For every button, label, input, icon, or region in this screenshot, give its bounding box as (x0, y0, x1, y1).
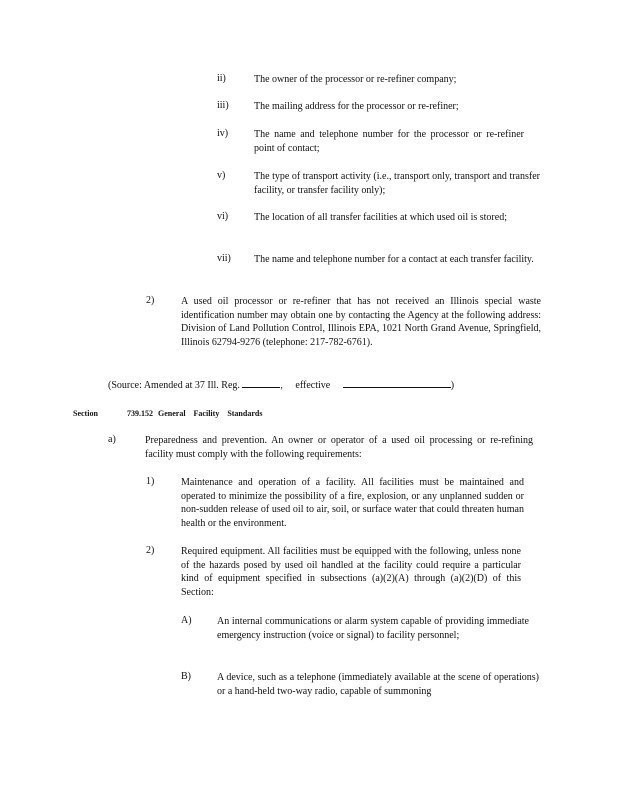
source-prefix: (Source: Amended at 37 Ill. Reg. (108, 380, 240, 391)
item-text: A used oil processor or re-refiner that has not received an Illinois special waste identification number may obtain one by contacting the Agency at the following address: Division of Land Pollution Control, Illinois EPA, 1021 North Grand Avenue, Springfield, Illinois 62794-9276 (telephone: 217-782-6761). (181, 296, 541, 348)
source-effective: effective (295, 380, 331, 391)
item-text: The owner of the processor or re-refiner company; (254, 74, 457, 85)
item-text: An internal communications or alarm system capable of providing immediate emergency instruction (voice or signal) to facility personnel; (217, 616, 529, 641)
item-marker: vii) (217, 253, 231, 264)
item-text: The mailing address for the processor or re-refiner; (254, 101, 459, 112)
item-marker: 2) (146, 295, 155, 306)
item-marker: a) (108, 434, 116, 445)
item-text: The type of transport activity (i.e., transport only, transport and transfer facility, or transfer facility only); (254, 171, 540, 196)
effective-date-blank (343, 378, 451, 388)
source-comma: , (280, 380, 283, 391)
item-text: Preparedness and prevention. An owner or operator of a used oil processing or re-refining facility must comply with the following requirements: (145, 435, 533, 460)
section-title: General Facility Standards (158, 409, 263, 418)
item-text: The name and telephone number for a contact at each transfer facility. (254, 254, 534, 265)
item-marker: v) (217, 170, 226, 181)
item-marker: vi) (217, 211, 229, 222)
item-text: Required equipment. All facilities must be equipped with the following, unless none of the hazards posed by used oil handled at the facility could require a particular kind of equipment specified in subsections (a)(2)(A) through (a)(2)(D) of this Section: (181, 546, 521, 598)
item-marker: 1) (146, 476, 155, 487)
section-label: Section (73, 409, 98, 418)
item-text: Maintenance and operation of a facility. All facilities must be maintained and operated to minimize the possibility of a fire, explosion, or any unplanned sudden or non-sudden release of used oil to air, soil, or surface water that could threaten human health or the environment. (181, 477, 524, 529)
source-note (108, 378, 454, 393)
register-page-blank (242, 378, 280, 388)
section-number: 739.152 (127, 409, 153, 418)
item-marker: iv) (217, 128, 229, 139)
source-close: ) (450, 380, 455, 391)
item-marker: ii) (217, 73, 226, 84)
item-marker: B) (181, 671, 191, 682)
item-marker: iii) (217, 100, 229, 111)
item-marker: A) (181, 615, 192, 626)
item-text: A device, such as a telephone (immediately available at the scene of operations) or a hand-held two-way radio, capable of summoning (217, 672, 539, 697)
item-text: The name and telephone number for the processor or re-refiner point of contact; (254, 129, 524, 154)
item-text: The location of all transfer facilities at which used oil is stored; (254, 212, 507, 223)
item-marker: 2) (146, 545, 155, 556)
